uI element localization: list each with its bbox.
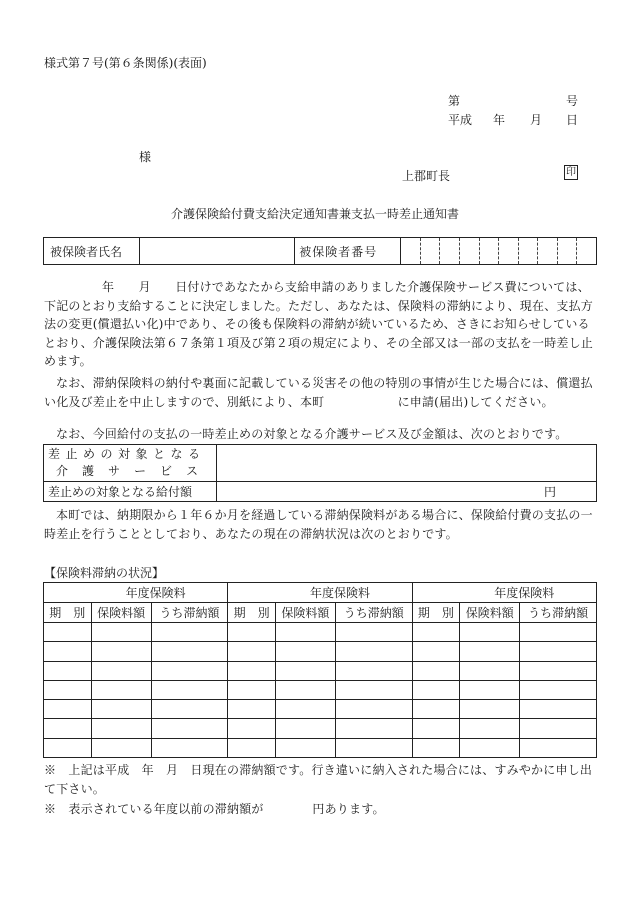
arrears-cell[interactable] [520,719,597,738]
arrears-cell[interactable] [335,623,412,642]
body-line: なお、今回給付の支払の一時差止めの対象となる介護サービス及び金額は、次のとおりです。 [56,427,568,441]
arrears-cell[interactable] [520,738,597,757]
year-header-label: 年度保険料 [494,586,555,600]
arrears-row [44,680,597,699]
col-period: 期 別 [228,603,276,623]
arrears-cell[interactable] [91,680,151,699]
arrears-cell[interactable] [91,719,151,738]
arrears-cell[interactable] [151,700,228,719]
number-prefix: 第 [448,94,461,108]
arrears-cell[interactable] [335,719,412,738]
arrears-cell[interactable] [412,719,460,738]
arrears-cell[interactable] [275,719,335,738]
arrears-cell[interactable] [460,623,520,642]
col-arrears: うち滞納額 [335,603,412,623]
service-table [43,444,597,502]
arrears-row [44,623,597,642]
recipient-honorific: 様 [139,150,152,164]
seal-mark: 印 [566,167,576,178]
arrears-cell[interactable] [44,680,92,699]
arrears-cell[interactable] [91,642,151,661]
arrears-row [44,700,597,719]
arrears-cell[interactable] [151,661,228,680]
arrears-cell[interactable] [335,738,412,757]
arrears-cell[interactable] [412,680,460,699]
insured-number-digit[interactable] [401,238,421,265]
year-header [412,583,596,603]
arrears-cell[interactable] [228,700,276,719]
insured-number-digit[interactable] [420,238,440,265]
service-label-line: 介護サービス [56,464,213,478]
col-period: 期 別 [44,603,92,623]
amount-label: 差止めの対象となる給付額 [44,482,217,502]
col-premium: 保険料額 [91,603,151,623]
col-premium: 保険料額 [460,603,520,623]
year-label: 年 [493,113,506,127]
day-label: 日 [566,113,579,127]
note-line: ※ 表示されている年度以前の滞納額が 円あります。 [44,802,385,816]
body-line: 下記のとおり支給することに決定しました。ただし、あなたは、保険料の滞納により、現在、支払方 [44,298,594,313]
service-label-cell [44,445,217,482]
col-arrears: うち滞納額 [520,603,597,623]
body-line: 法の変更(償還払い化)中であり、その後も保険料の滞納が続いているため、さきにお知らせしている [44,317,590,331]
arrears-cell[interactable] [460,700,520,719]
insured-table [43,237,597,265]
year-header [228,583,412,603]
col-arrears: うち滞納額 [151,603,228,623]
arrears-cell[interactable] [228,642,276,661]
arrears-cell[interactable] [275,661,335,680]
arrears-cell[interactable] [228,623,276,642]
arrears-cell[interactable] [412,700,460,719]
body-line: 本町では、納期限から１年６か月を経過している滞納保険料がある場合に、保険給付費の支払の一 [56,508,593,522]
insured-number-digit[interactable] [479,238,499,265]
body-line: 年 月 日付けであなたから支給申請のありました介護保険サービス費については、 [102,280,590,294]
arrears-cell[interactable] [151,623,228,642]
year-header [44,583,228,603]
note-line: ※ 上記は平成 年 月 日現在の滞納額です。行き違いに納入された場合には、すみやかに申し出 [44,763,593,777]
arrears-cell[interactable] [44,661,92,680]
form-number: 様式第７号(第６条関係)(表面) [44,56,207,70]
insured-number-digit[interactable] [460,238,480,265]
service-field[interactable] [217,445,597,482]
insured-number-digit[interactable] [577,238,597,265]
arrears-row [44,642,597,661]
arrears-row [44,661,597,680]
arrears-cell[interactable] [151,738,228,757]
amount-field[interactable] [217,482,597,502]
col-premium: 保険料額 [275,603,335,623]
body-line: 時差止を行うこととしており、あなたの現在の滞納状況は次のとおりです。 [44,526,458,541]
arrears-cell[interactable] [275,642,335,661]
year-header-label: 年度保険料 [125,586,186,600]
arrears-cell[interactable] [275,700,335,719]
insured-number-digit[interactable] [499,238,519,265]
arrears-row [44,738,597,757]
issuer: 上郡町長 [402,169,451,183]
year-header-label: 年度保険料 [309,586,370,600]
arrears-cell[interactable] [335,661,412,680]
arrears-cell[interactable] [460,642,520,661]
arrears-cell[interactable] [275,738,335,757]
insured-number-digit[interactable] [557,238,577,265]
month-label: 月 [530,113,543,127]
document-title: 介護保険給付費支給決定通知書兼支払一時差止通知書 [170,207,459,221]
arrears-cell[interactable] [275,623,335,642]
insured-number-digit[interactable] [440,238,460,265]
arrears-cell[interactable] [412,642,460,661]
arrears-cell[interactable] [460,661,520,680]
arrears-table [43,582,597,758]
insured-number-digit[interactable] [538,238,558,265]
arrears-cell[interactable] [460,680,520,699]
yen-unit: 円 [543,485,556,499]
arrears-cell[interactable] [520,623,597,642]
arrears-cell[interactable] [44,719,92,738]
arrears-cell[interactable] [228,680,276,699]
arrears-cell[interactable] [91,623,151,642]
arrears-cell[interactable] [335,700,412,719]
arrears-cell[interactable] [412,738,460,757]
number-suffix: 号 [566,94,579,108]
arrears-cell[interactable] [520,642,597,661]
arrears-cell[interactable] [151,642,228,661]
arrears-cell[interactable] [44,623,92,642]
era-label: 平成 [448,113,473,127]
arrears-cell[interactable] [151,719,228,738]
arrears-cell[interactable] [91,700,151,719]
body-line: い化及び差止を中止しますので、別紙により、本町 に申請(届出)してください。 [44,394,554,409]
arrears-cell[interactable] [228,719,276,738]
arrears-cell[interactable] [228,738,276,757]
arrears-row [44,719,597,738]
insured-number-label: 被保険者番号 [295,238,401,265]
col-period: 期 別 [412,603,460,623]
arrears-cell[interactable] [228,661,276,680]
arrears-cell[interactable] [44,738,92,757]
arrears-cell[interactable] [460,719,520,738]
arrears-cell[interactable] [520,700,597,719]
insured-name-label: 被保険者氏名 [44,238,140,265]
arrears-cell[interactable] [44,700,92,719]
arrears-cell[interactable] [44,642,92,661]
arrears-cell[interactable] [335,680,412,699]
arrears-cell[interactable] [91,661,151,680]
arrears-cell[interactable] [151,680,228,699]
body-line: なお、滞納保険料の納付や裏面に記載している災害その他の特別の事情が生じた場合には、償還払 [56,376,593,390]
arrears-cell[interactable] [520,661,597,680]
arrears-cell[interactable] [275,680,335,699]
arrears-cell[interactable] [460,738,520,757]
body-line: とおり、介護保険法第６７条第１項及び第２項の規定により、その全部又は一部の支払を一時差し止 [44,335,594,350]
body-line: めます。 [44,354,92,368]
insured-number-digit[interactable] [518,238,538,265]
arrears-cell[interactable] [520,680,597,699]
insured-name-field[interactable] [139,238,294,265]
arrears-cell[interactable] [412,623,460,642]
arrears-cell[interactable] [412,661,460,680]
arrears-cell[interactable] [335,642,412,661]
arrears-section-title: 【保険料滞納の状況】 [44,566,165,580]
service-label-line: 差止めの対象となる [48,447,206,461]
arrears-cell[interactable] [91,738,151,757]
note-line: て下さい。 [44,781,106,796]
